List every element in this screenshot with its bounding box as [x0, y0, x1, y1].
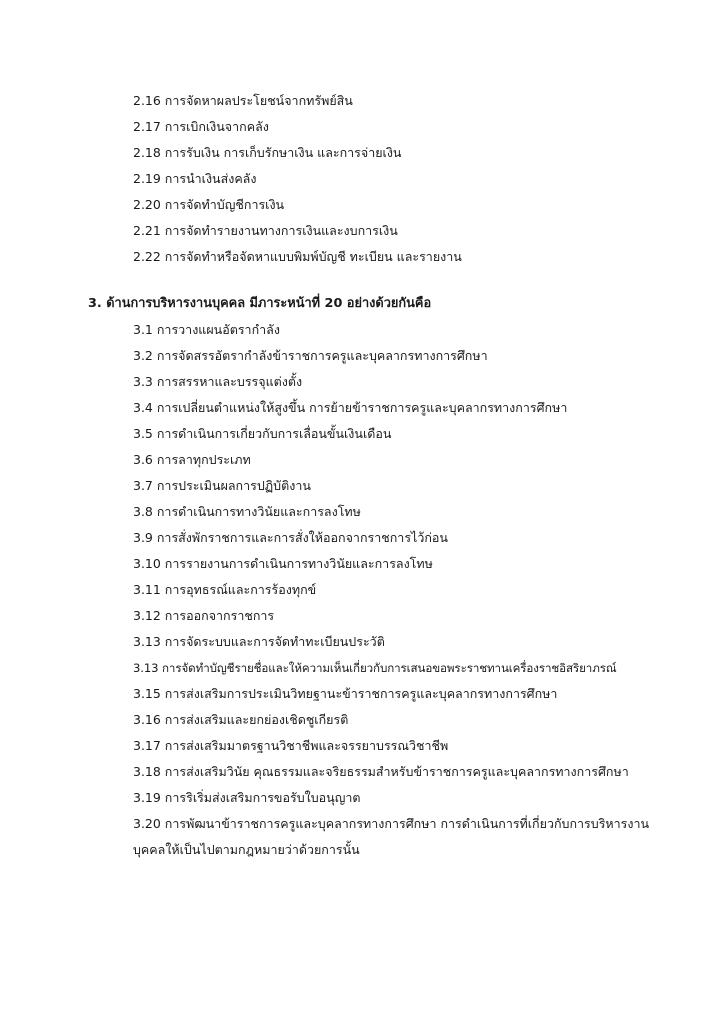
list-item-3-3: 3.3 การสรรหาและบรรจุแต่งตั้ง — [133, 374, 303, 389]
list-item-3-18: 3.18 การส่งเสริมวินัย คุณธรรมและจริยธรรมสำหรับข้าราชการครูและบุคลากรทางการศึกษา — [133, 764, 629, 779]
list-item-2-20: 2.20 การจัดทำบัญชีการเงิน — [133, 197, 285, 212]
list-item-3-10: 3.10 การรายงานการดำเนินการทางวินัยและการลงโทษ — [133, 556, 433, 571]
list-item-3-15: 3.15 การส่งเสริมการประเมินวิทยฐานะข้าราชการครูและบุคลากรทางการศึกษา — [133, 686, 558, 701]
list-item-3-5: 3.5 การดำเนินการเกี่ยวกับการเลื่อนขั้นเงินเดือน — [133, 426, 392, 441]
list-item-3-9: 3.9 การสั่งพักราชการและการสั่งให้ออกจากราชการไว้ก่อน — [133, 530, 448, 545]
list-item-3-17: 3.17 การส่งเสริมมาตรฐานวิชาชีพและจรรยาบรรณวิชาชีพ — [133, 738, 449, 753]
list-item-3-16: 3.16 การส่งเสริมและยกย่องเชิดชูเกียรติ — [133, 712, 349, 727]
list-item-3-7: 3.7 การประเมินผลการปฏิบัติงาน — [133, 478, 311, 493]
list-item-2-22: 2.22 การจัดทำหรือจัดหาแบบพิมพ์บัญชี ทะเบียน และรายงาน — [133, 249, 462, 264]
list-item-3-20: 3.20 การพัฒนาข้าราชการครูและบุคลากรทางการศึกษา การดำเนินการที่เกี่ยวกับการบริหารงาน — [133, 816, 650, 831]
list-item-3-20-continuation: บุคคลให้เป็นไปตามกฎหมายว่าด้วยการนั้น — [133, 842, 360, 857]
section-3-heading: 3. ด้านการบริหารงานบุคคล มีภาระหน้าที่ 20 อย่างด้วยกันคือ — [88, 296, 432, 311]
list-item-3-19: 3.19 การริเริ่มส่งเสริมการขอรับใบอนุญาต — [133, 790, 361, 805]
list-item-3-14: 3.13 การจัดทำบัญชีรายชื่อและให้ความเห็นเกี่ยวกับการเสนอขอพระราชทานเครื่องราชอิสริยาภรณ์ — [133, 661, 617, 675]
list-item-2-16: 2.16 การจัดหาผลประโยชน์จากทรัพย์สิน — [133, 93, 353, 108]
list-item-3-1: 3.1 การวางแผนอัตรากำลัง — [133, 322, 280, 337]
list-item-2-17: 2.17 การเบิกเงินจากคลัง — [133, 119, 269, 134]
list-item-3-12: 3.12 การออกจากราชการ — [133, 608, 275, 623]
list-item-3-2: 3.2 การจัดสรรอัตรากำลังข้าราชการครูและบุคลากรทางการศึกษา — [133, 348, 488, 363]
list-item-3-6: 3.6 การลาทุกประเภท — [133, 452, 251, 467]
list-item-3-8: 3.8 การดำเนินการทางวินัยและการลงโทษ — [133, 504, 361, 519]
list-item-3-11: 3.11 การอุทธรณ์และการร้องทุกข์ — [133, 582, 317, 597]
list-item-3-4: 3.4 การเปลี่ยนตำแหน่งให้สูงขึ้น การย้ายข้าราชการครูและบุคลากรทางการศึกษา — [133, 400, 568, 415]
list-item-2-19: 2.19 การนำเงินส่งคลัง — [133, 171, 257, 186]
list-item-2-18: 2.18 การรับเงิน การเก็บรักษาเงิน และการจ่ายเงิน — [133, 145, 402, 160]
list-item-3-13: 3.13 การจัดระบบและการจัดทำทะเบียนประวัติ — [133, 634, 385, 649]
list-item-2-21: 2.21 การจัดทำรายงานทางการเงินและงบการเงิน — [133, 223, 398, 238]
